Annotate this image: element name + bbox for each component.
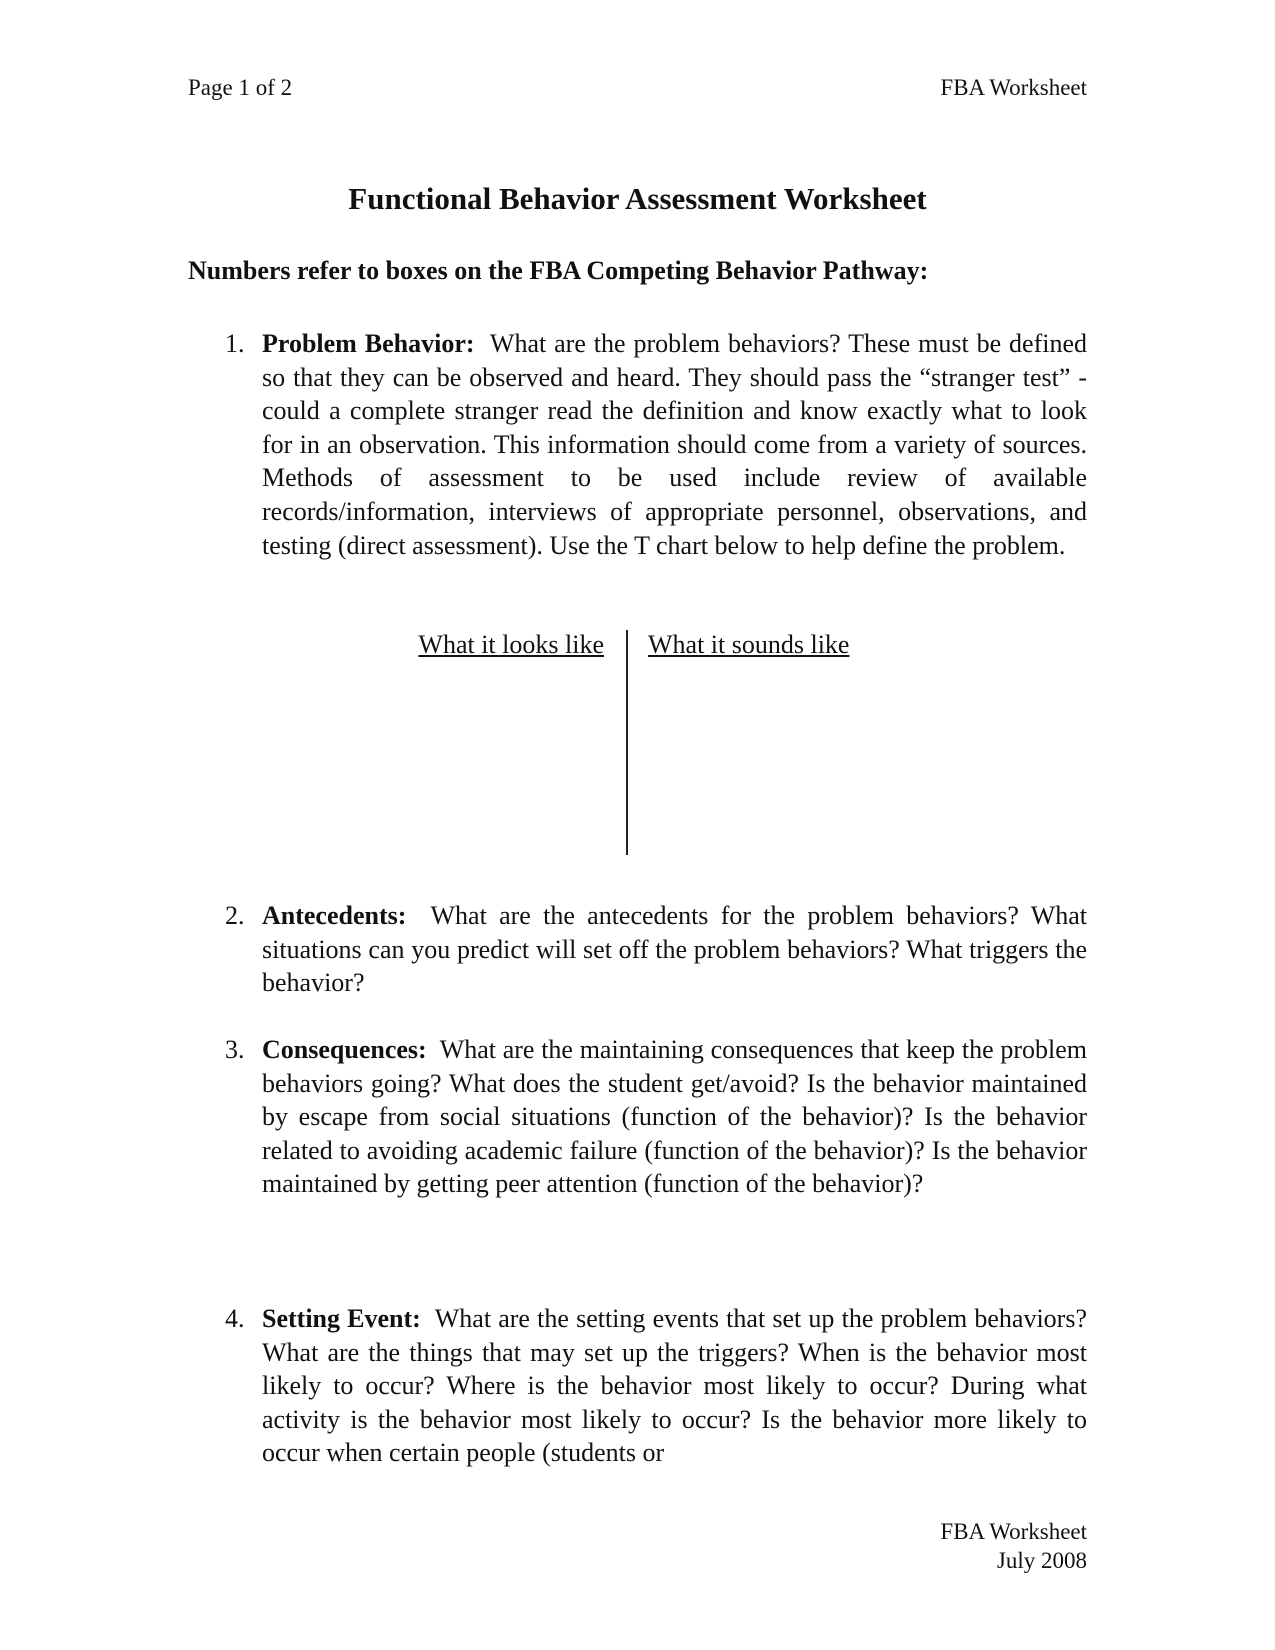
item-body bbox=[262, 1302, 1087, 1470]
item-label: Consequences: bbox=[262, 1035, 427, 1064]
item-number: 4. bbox=[225, 1304, 245, 1333]
page-footer bbox=[940, 1517, 1087, 1575]
footer-doc-label: FBA Worksheet bbox=[940, 1519, 1087, 1544]
item-label: Antecedents: bbox=[262, 901, 407, 930]
item-label: Setting Event: bbox=[262, 1304, 421, 1333]
item-text: What are the antecedents for the problem behaviors? What situations can you predict will set off the problem behaviors? What triggers the behavior? bbox=[262, 901, 1087, 998]
footer-date: July 2008 bbox=[996, 1548, 1087, 1573]
page-number-label: Page 1 of 2 bbox=[188, 75, 293, 100]
list-item bbox=[225, 1302, 1087, 1470]
t-chart bbox=[400, 630, 880, 855]
t-chart-left-heading: What it looks like bbox=[418, 630, 604, 659]
item-body bbox=[262, 327, 1087, 562]
section-subtitle: Numbers refer to boxes on the FBA Competing Behavior Pathway: bbox=[188, 256, 929, 285]
list-item bbox=[225, 1033, 1087, 1201]
item-text: What are the problem behaviors? These must be defined so that they can be observed and heard. They should pass the “stranger test” -could a complete stranger read the definition and know exactly what to look for in an observation. This information should come from a variety of sources. Methods of assessment to be used include review of available records/information, interviews of appropriate personnel, observations, and testing (direct assessment). Use the T chart below to help define the problem. bbox=[262, 329, 1088, 560]
list-item bbox=[225, 327, 1087, 562]
t-chart-right-heading: What it sounds like bbox=[648, 630, 850, 659]
item-body bbox=[262, 1033, 1087, 1201]
list-item bbox=[225, 899, 1087, 1000]
item-text: What are the maintaining consequences that keep the problem behaviors going? What does the student get/avoid? Is the behavior maintained by escape from social situations (function of the behavior)? Is the behavior related to avoiding academic failure (function of the behavior)? Is the behavior maintained by getting peer attention (function of the behavior)? bbox=[262, 1035, 1088, 1199]
item-body bbox=[262, 899, 1087, 1000]
item-number: 2. bbox=[225, 901, 245, 930]
item-number: 3. bbox=[225, 1035, 245, 1064]
t-chart-divider bbox=[626, 630, 628, 855]
item-number: 1. bbox=[225, 329, 245, 358]
item-text: What are the setting events that set up the problem behaviors? What are the things that may set up the triggers? When is the behavior most likely to occur? Where is the behavior most likely to occur? During what activity is the behavior most likely to occur? Is the behavior more likely to occur when certain people (students or bbox=[262, 1304, 1087, 1468]
document-title: Functional Behavior Assessment Worksheet bbox=[348, 181, 927, 216]
header-doc-label: FBA Worksheet bbox=[940, 75, 1087, 100]
item-label: Problem Behavior: bbox=[262, 329, 475, 358]
